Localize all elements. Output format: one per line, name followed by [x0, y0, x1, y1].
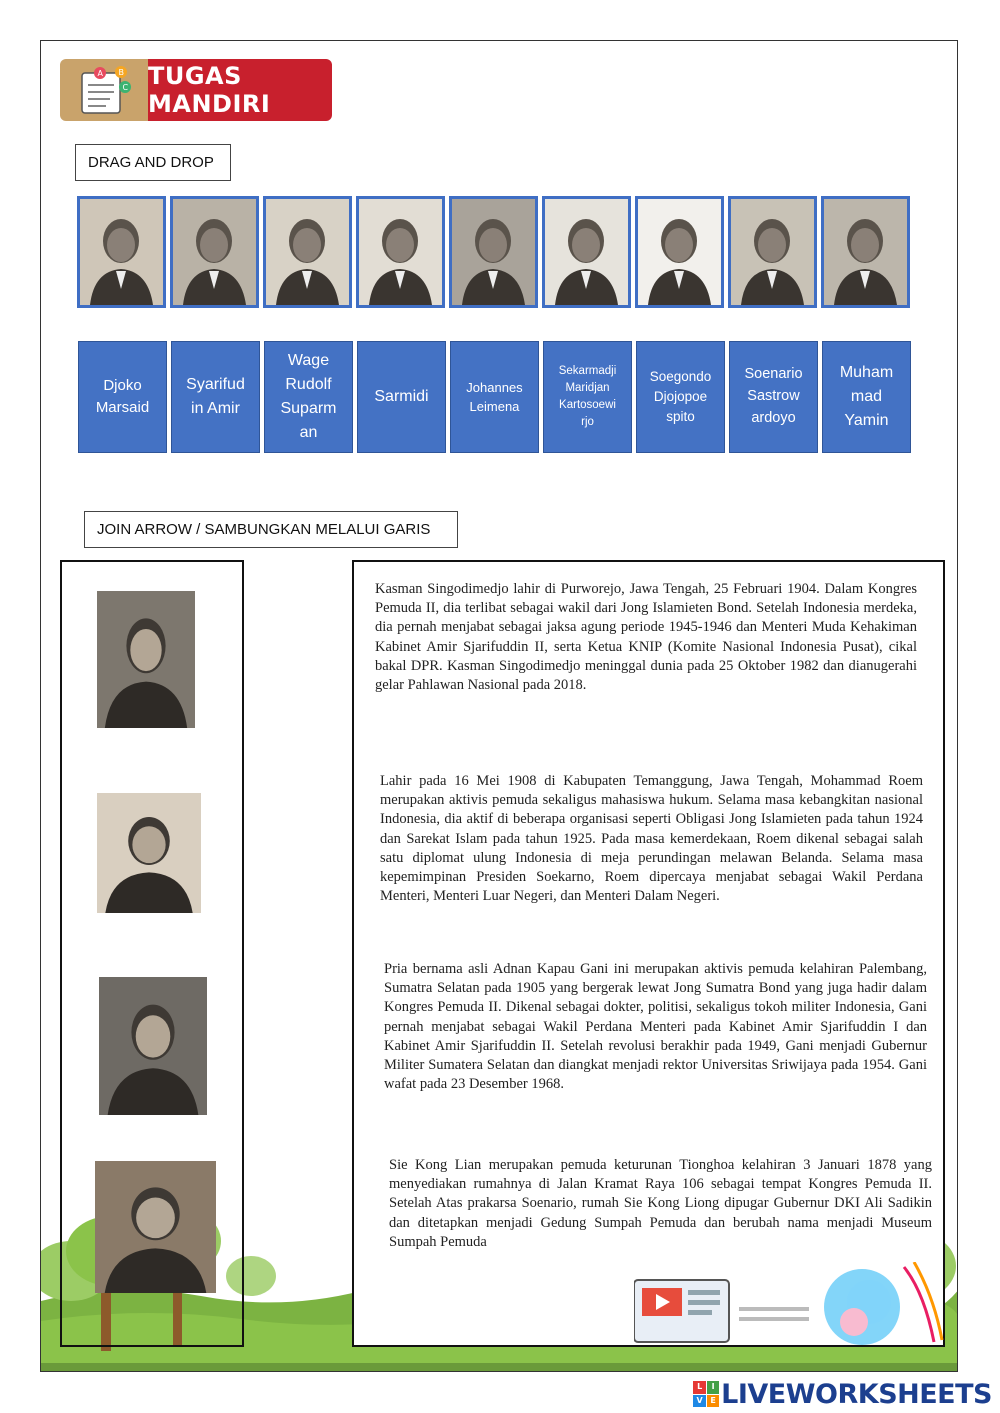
page-title: TUGAS MANDIRI [148, 59, 332, 121]
name-tile-label: Muham mad Yamin [839, 364, 894, 429]
media-illustration [634, 1262, 944, 1347]
name-tile-label: Soegondo Djojopoe spito [649, 368, 712, 425]
name-tile-label: Sekarmadji Maridjan Kartosoewi rjo [558, 364, 617, 429]
name-tile-2[interactable] [171, 341, 260, 453]
name-tile-7[interactable] [636, 341, 725, 453]
name-tile-3[interactable] [264, 341, 353, 453]
worksheet-page [40, 40, 958, 1372]
footer-strip [41, 1363, 958, 1371]
portrait-silhouette-icon [99, 977, 207, 1115]
bio-gani[interactable]: Pria bernama asli Adnan Kapau Gani ini merupakan aktivis pemuda kelahiran Palembang, Sumatra Selatan pada 1905 yang bergerak lewat Jong Sumatra Bond yang juga hadir dalam Kongres Pemuda II. Dikenal sebagai dokter, politisi, sekaligus tokoh militer Indonesia, Gani pernah menjabat sebagai Wakil Perdana Menteri pada Kabinet Amir Sjarifuddin I dan Kabinet Amir Sjarifuddin II. Setelah revolusi berakhir pada 1949, Gani menjadi Gubernur Militer Sumatera Selatan dan diangkat menjadi rektor Universitas Sriwijaya pada 1954. Gani wafat pada 23 Desember 1968. [384, 961, 927, 1093]
join-portrait-1[interactable] [97, 591, 195, 728]
portrait-silhouette-icon [97, 793, 201, 913]
live-tile-icon: L I V E [693, 1381, 719, 1407]
portrait-silhouette-icon [80, 199, 163, 305]
name-tile-label: Soenario Sastrow ardoyo [744, 366, 803, 426]
portrait-7[interactable] [635, 196, 724, 308]
name-tile-label: Syarifud in Amir [186, 376, 245, 417]
svg-text:C: C [122, 83, 129, 92]
portrait-6[interactable] [542, 196, 631, 308]
portrait-silhouette-icon [638, 199, 721, 305]
brand-name: LIVEWORKSHEETS [721, 1378, 992, 1410]
name-tile-label: Djoko Marsaid [95, 376, 150, 416]
join-arrow-label: JOIN ARROW / SAMBUNGKAN MELALUI GARIS [84, 511, 458, 548]
portrait-4[interactable] [356, 196, 445, 308]
portrait-silhouette-icon [545, 199, 628, 305]
join-portrait-2[interactable] [97, 793, 201, 913]
bio-sie-kong-lian[interactable]: Sie Kong Lian merupakan pemuda keturunan Tionghoa kelahiran 3 Januari 1878 yang menyediakan rumahnya di Jalan Kramat Raya 106 sebagai tempat Kongres Pemuda II. Setelah Atas prakarsa Soenario, rumah Sie Kong Liong dipugar Gubernur DKI Ali Sadikin dan ditetapkan menjadi Gedung Sumpah Pemuda dan berubah nama menjadi Museum Sumpah Pemuda [389, 1156, 932, 1252]
portrait-3[interactable] [263, 196, 352, 308]
join-portrait-3[interactable] [99, 977, 207, 1115]
portrait-silhouette-icon [97, 591, 195, 728]
portrait-silhouette-icon [95, 1161, 216, 1293]
portrait-8[interactable] [728, 196, 817, 308]
join-portrait-4[interactable] [95, 1161, 216, 1293]
name-tile-4[interactable] [357, 341, 446, 453]
name-tile-1[interactable] [78, 341, 167, 453]
portrait-silhouette-icon [266, 199, 349, 305]
portrait-1[interactable] [77, 196, 166, 308]
name-row [78, 341, 911, 453]
bio-roem[interactable]: Lahir pada 16 Mei 1908 di Kabupaten Temanggung, Jawa Tengah, Mohammad Roem merupakan aktivis pemuda sekaligus mahasiswa hukum. Selama masa kebangkitan nasional Indonesia, dia aktif di beberapa organisasi seperti Obligasi Jong Islamieten pada tahun 1924 dan Sarekat Islam pada tahun 1925. Pada masa kemerdekaan, Roem dikenal sebagai salah satu diplomat ulung Indonesia di meja perundingan melawan Belanda. Selama masa kepemimpinan Presiden Soekarno, Roem dipercaya menjabat sebagai Wakil Perdana Menteri, Menteri Luar Negeri, dan Menteri Dalam Negeri. [380, 773, 923, 905]
portrait-silhouette-icon [731, 199, 814, 305]
portrait-silhouette-icon [452, 199, 535, 305]
worksheet-abc-icon [60, 59, 148, 121]
svg-text:B: B [118, 68, 124, 77]
bio-kasman[interactable]: Kasman Singodimedjo lahir di Purworejo, Jawa Tengah, 25 Februari 1904. Dalam Kongres Pemuda II, dia terlibat sebagai wakil dari Jong Islamieten Bond. Setelah Indonesia merdeka, dia pernah menjabat sebagai jaksa agung periode 1945-1946 dan Menteri Muda Kehakiman Kabinet Amir Sjarifuddin II, serta Ketua KNIP (Komite Nasional Indonesia Pusat), cikal bakal DPR. Kasman Singodimedjo meninggal dunia pada 25 Oktober 1982 dan dianugerahi gelar Pahlawan Nasional pada 2018. [375, 581, 917, 694]
name-tile-9[interactable] [822, 341, 911, 453]
drag-drop-label: DRAG AND DROP [75, 144, 231, 181]
biography-panel [352, 560, 945, 1347]
svg-text:A: A [97, 69, 103, 78]
join-photos-panel [60, 560, 244, 1347]
name-tile-label: Wage Rudolf Suparm an [280, 352, 337, 441]
name-tile-8[interactable] [729, 341, 818, 453]
portrait-silhouette-icon [359, 199, 442, 305]
portrait-5[interactable] [449, 196, 538, 308]
name-tile-label: Sarmidi [374, 388, 429, 405]
name-tile-label: Johannes Leimena [466, 379, 523, 414]
name-tile-6[interactable] [543, 341, 632, 453]
photo-row [77, 196, 910, 308]
portrait-2[interactable] [170, 196, 259, 308]
portrait-silhouette-icon [173, 199, 256, 305]
portrait-silhouette-icon [824, 199, 907, 305]
portrait-9[interactable] [821, 196, 910, 308]
liveworksheets-logo[interactable] [693, 1378, 992, 1410]
name-tile-5[interactable] [450, 341, 539, 453]
title-badge [60, 59, 332, 121]
